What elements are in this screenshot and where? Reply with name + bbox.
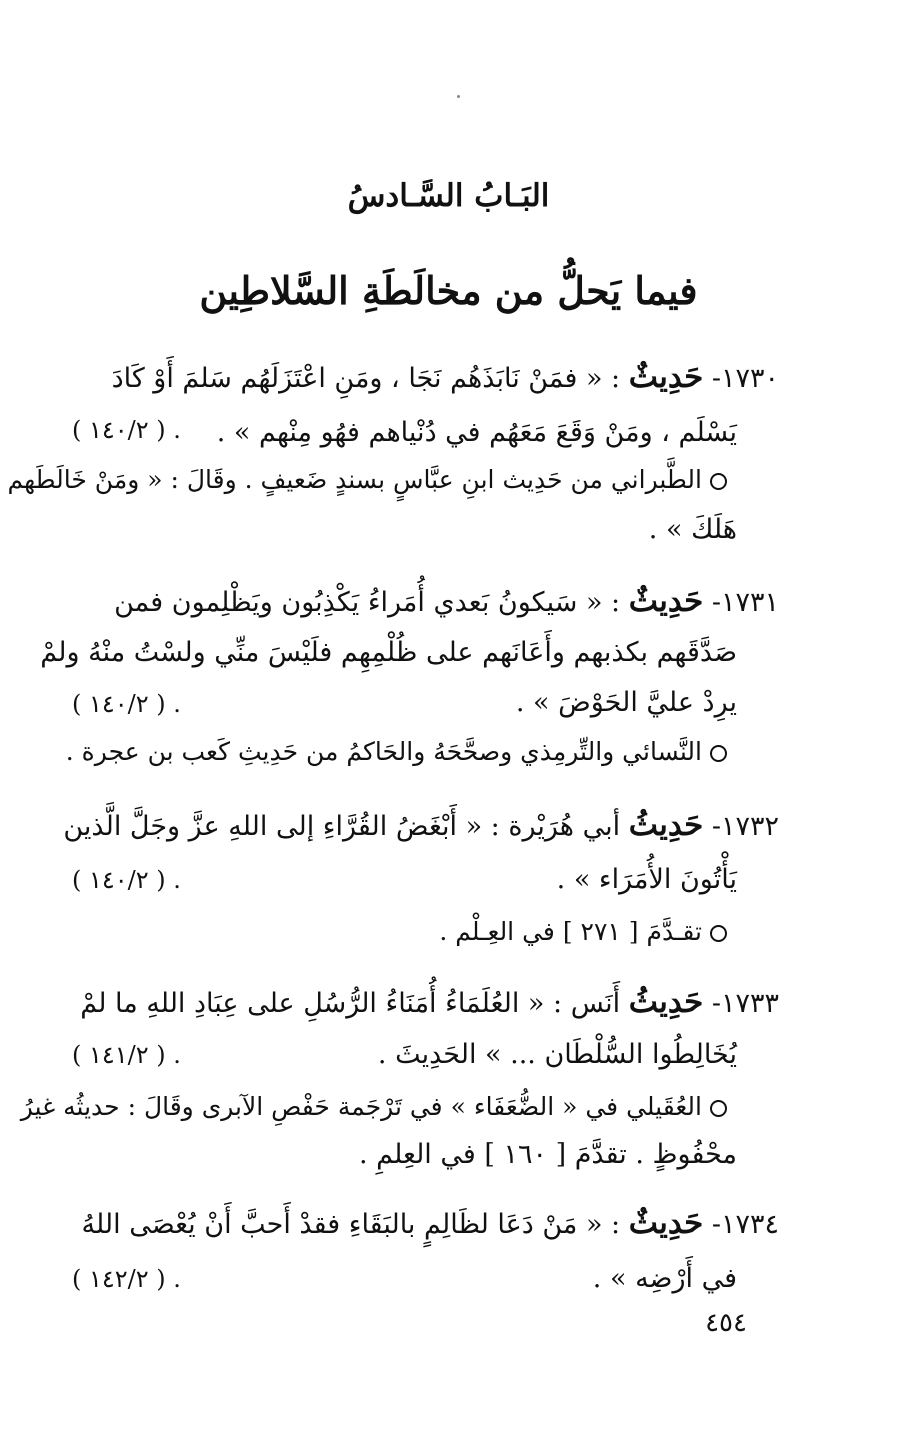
section-title: فيما يَحلُّ من مخالَطَةِ السَّلاطِين: [199, 268, 698, 313]
entry-1731-line1: [72, 584, 779, 620]
circle-bullet-icon: [710, 925, 727, 942]
entry-text: أبي هُرَيْرة : « أَبْغَضُ القُرَّاءِ إلى اللهِ عزَّ وجَلَّ الَّذين: [63, 811, 621, 842]
entry-1731-line3: يرِدْ عليَّ الحَوْضَ » .: [515, 687, 737, 718]
note-text: تقـدَّمَ [ ٢٧١ ] في العِـلْم .: [439, 917, 702, 946]
entry-1730-line2: يَسْلَم ، ومَنْ وَقَعَ مَعَهُم في دُنْياهم فهُو مِنْهم » .: [216, 417, 737, 448]
entry-number: ١٧٣٢-: [711, 811, 779, 842]
entry-1732-line2: يَأْتُونَ الأُمَرَاء » .: [556, 864, 737, 895]
speck: [457, 95, 460, 98]
entry-number: ١٧٣٤-: [711, 1209, 779, 1240]
entry-1730-ref: ( ١٤٠/٢ ) .: [72, 416, 181, 444]
hadith-keyword: حَدِيثٌ: [628, 1205, 704, 1241]
circle-bullet-icon: [710, 473, 727, 490]
entry-number: ١٧٣١-: [711, 587, 779, 618]
circle-bullet-icon: [710, 745, 727, 762]
circle-bullet-icon: [710, 1100, 727, 1117]
entry-1732-note1: [72, 915, 727, 949]
entry-1730-note2: هَلَكَ » .: [648, 514, 737, 545]
entry-1731-ref: ( ١٤٠/٢ ) .: [72, 690, 181, 718]
hadith-keyword: حَدِيثُ: [628, 807, 704, 843]
entry-1732-line1: [63, 807, 779, 844]
entry-text: : « سَيكونُ بَعدي أُمَراءُ يَكْذِبُون ويَظْلِمون فمن: [114, 587, 621, 618]
entry-1731-line2: صَدَّقَهم بكذبهم وأَعَانَهم على ظُلْمِهِم فلَيْسَ منِّي ولسْتُ منْهُ ولمْ: [40, 637, 737, 668]
entry-text: أَنَس : « العُلَمَاءُ أُمَنَاءُ الرُّسُلِ على عِبَادِ اللهِ ما لمْ: [80, 988, 621, 1019]
hadith-keyword: حَدِيثٌ: [628, 359, 704, 395]
entry-1733-line1: [72, 985, 779, 1021]
entry-1733-note1: [20, 1090, 727, 1124]
note-text: العُقَيلي في « الضُّعَفَاء » في تَرْجَمة حَفْصِ الآبرى وقَالَ : حديثُه غيرُ: [20, 1092, 702, 1121]
entry-1734-ref: ( ١٤٢/٢ ) .: [72, 1265, 181, 1293]
hadith-keyword: حَدِيثُ: [628, 984, 704, 1020]
entry-1733-ref: ( ١٤١/٢ ) .: [72, 1041, 181, 1069]
entry-text: : « مَنْ دَعَا لظَالِمٍ بالبَقَاءِ فقدْ أَحبَّ أَنْ يُعْصَى اللهُ: [81, 1209, 621, 1240]
entry-number: ١٧٣٠-: [711, 363, 779, 394]
entry-text: : « فمَنْ نَابَذَهُم نَجَا ، ومَنِ اعْتَزَلَهُم سَلمَ أَوْ كَادَ: [111, 363, 621, 394]
entry-1734-line1: [72, 1206, 779, 1242]
entry-number: ١٧٣٣-: [711, 988, 779, 1019]
entry-1732-ref: ( ١٤٠/٢ ) .: [72, 866, 181, 894]
entry-1730-note1: [7, 463, 727, 497]
page-number: ٤٥٤: [705, 1308, 747, 1338]
hadith-keyword: حَدِيثٌ: [628, 583, 704, 619]
entry-1733-line2: يُخَالِطُوا السُّلْطَان ... » الحَدِيثَ .: [377, 1039, 737, 1070]
chapter-title: البَـابُ السَّـادسُ: [347, 178, 550, 214]
entry-1731-note1: [65, 735, 727, 769]
note-text: الطَّبراني من حَدِيث ابنِ عبَّاسٍ بسندٍ ضَعيفٍ . وقَالَ : « ومَنْ خَالَطَهم: [7, 465, 702, 494]
entry-1730-line1: [72, 360, 779, 396]
note-text: النَّسائي والتِّرمِذي وصحَّحَهُ والحَاكمُ من حَدِيثِ كَعب بن عجرة .: [65, 737, 702, 766]
entry-1734-line2: في أَرْضِه » .: [592, 1263, 737, 1294]
entry-1733-note2: محْفُوظٍ . تقدَّمَ [ ١٦٠ ] في العِلمِ .: [358, 1139, 737, 1170]
